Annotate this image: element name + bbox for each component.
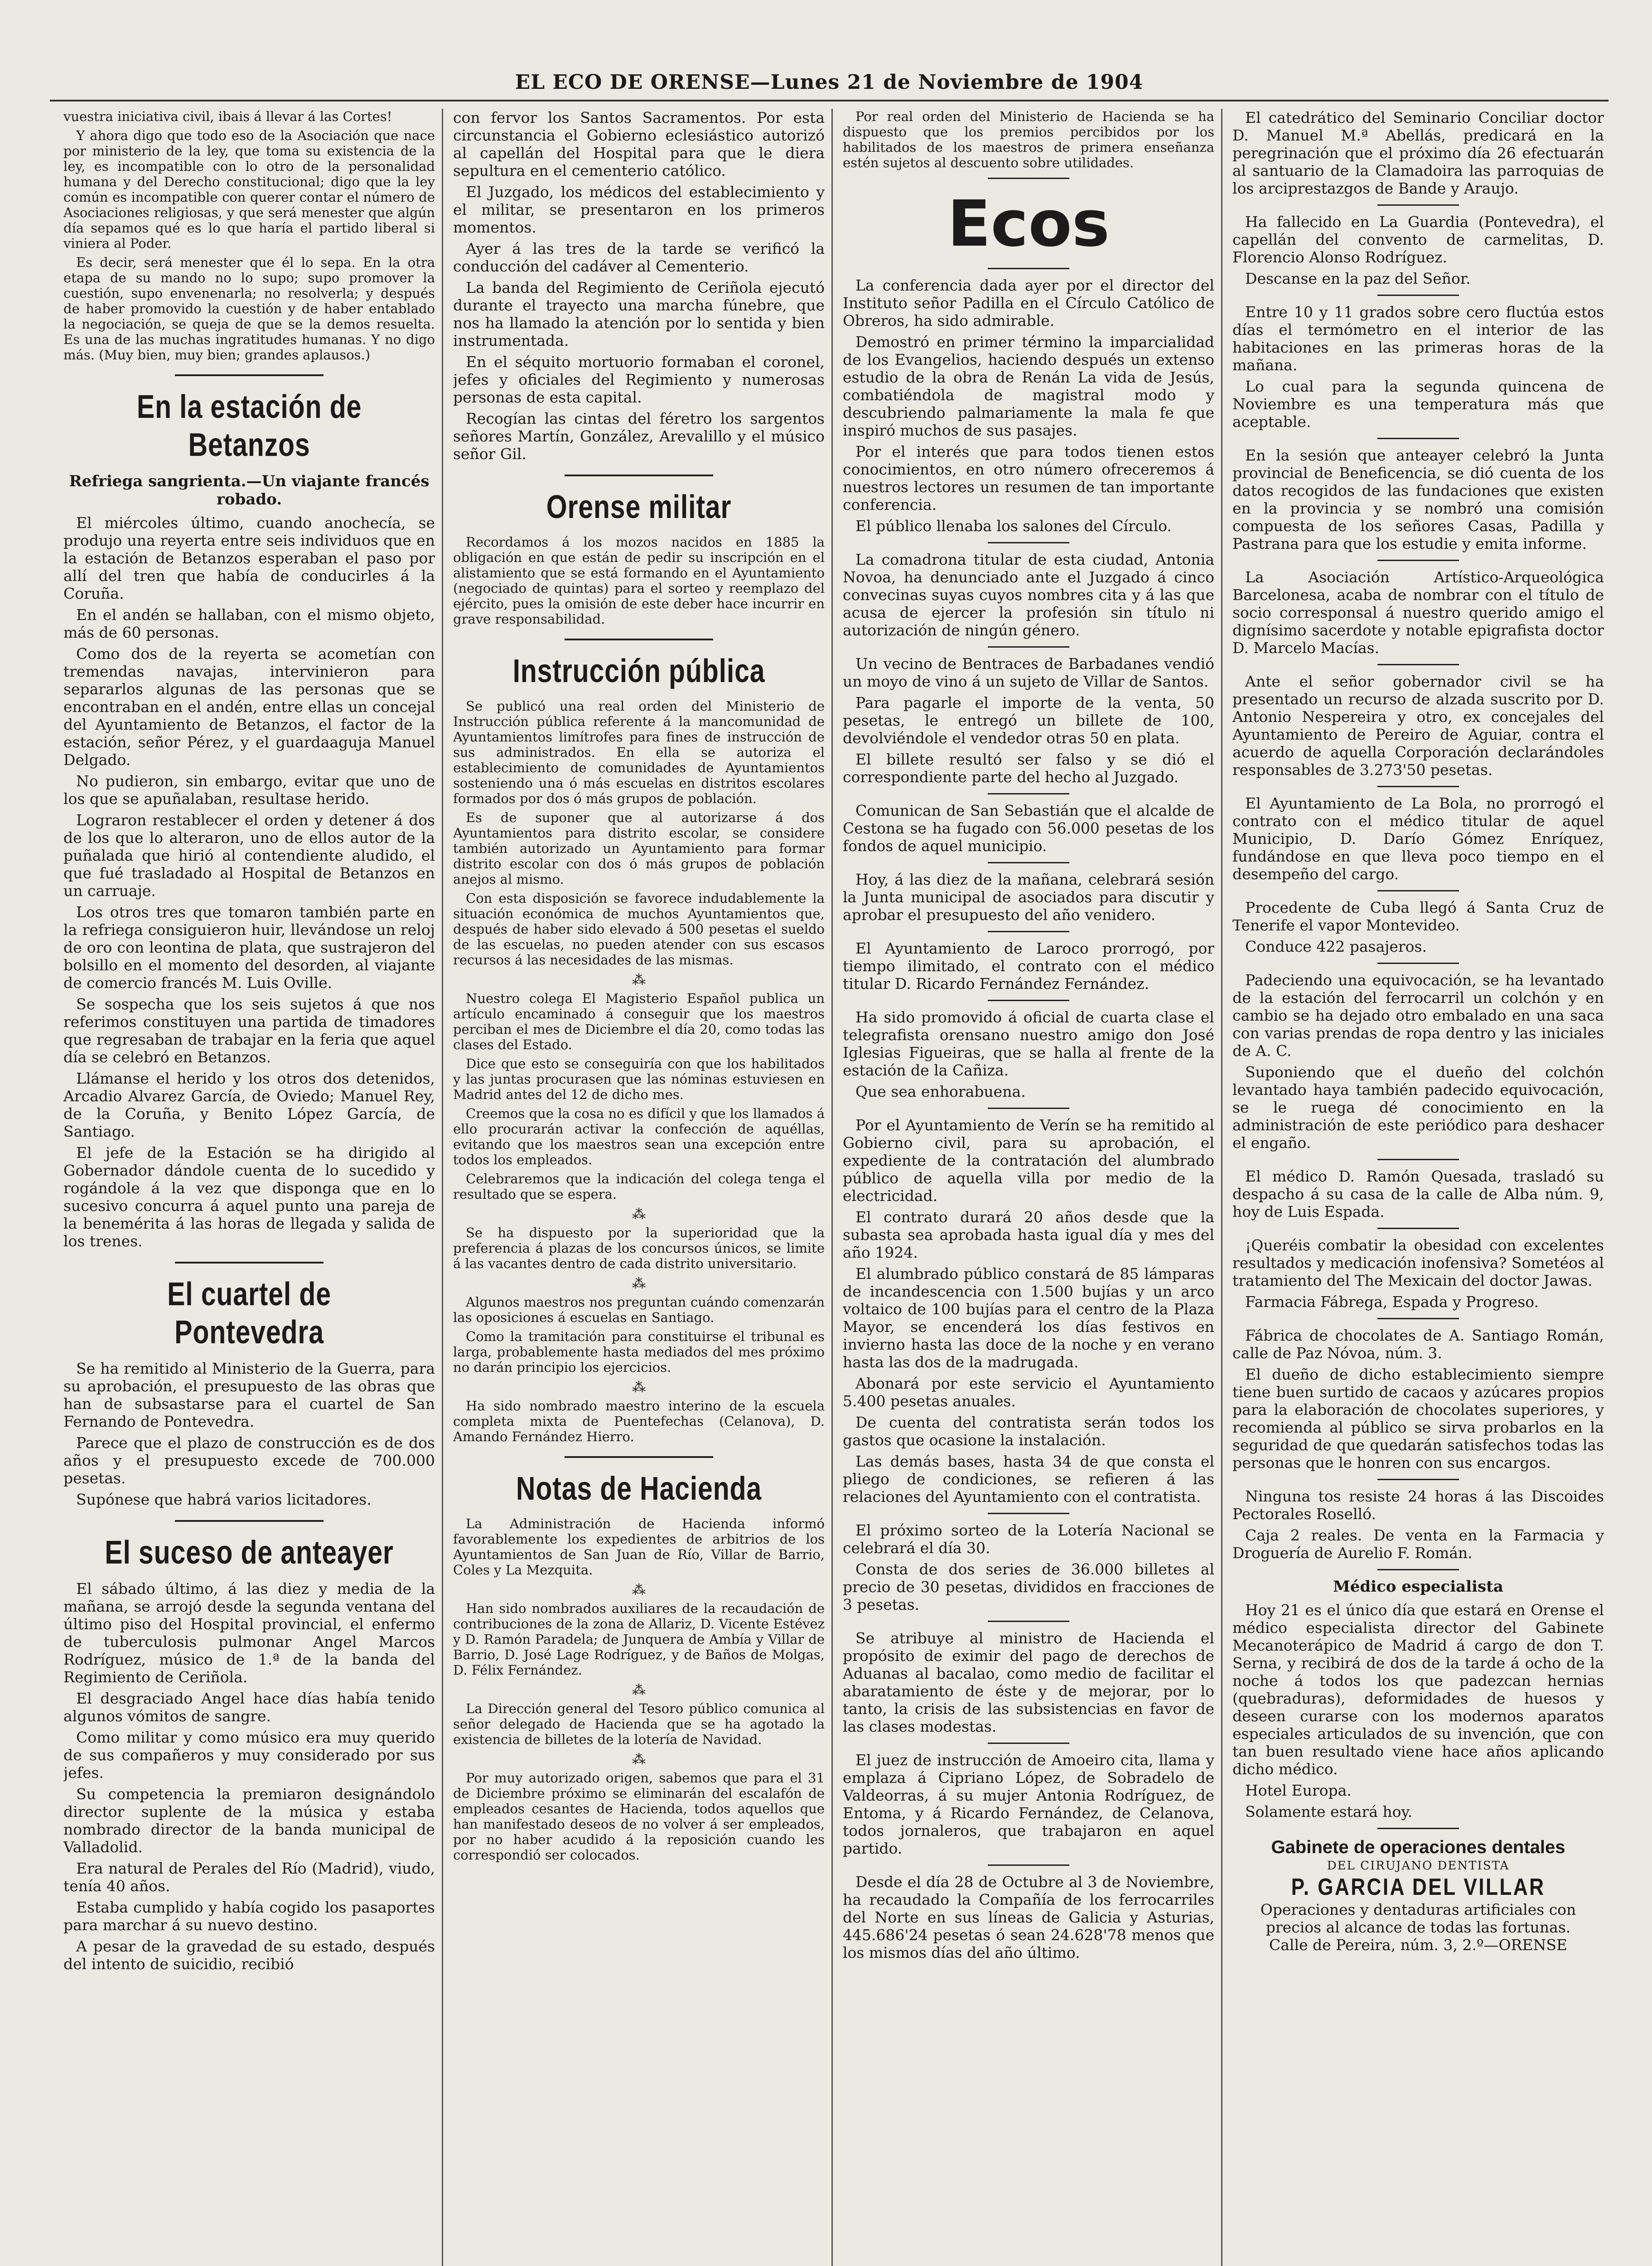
paragraph: La Asociación Artístico-Arqueológica Barcelonesa, acaba de nombrar con el título de socio corresponsal á nuestro querido amigo el dignísimo sacerdote y notable epigrafista doctor D. Marcelo Macías.: [1232, 568, 1604, 657]
paragraph: Hotel Europa.: [1245, 1782, 1352, 1799]
paragraph: El billete resultó ser falso y se dió el correspondiente parte del hecho al Juzgado.: [843, 750, 1214, 786]
paragraph: Fábrica de chocolates de A. Santiago Román, calle de Paz Nóvoa, núm. 3.: [1232, 1327, 1604, 1362]
separator-stars: ⁂: [632, 1380, 646, 1395]
paragraph: Y ahora digo que todo eso de la Asociación que nace por ministerio de la ley, que toma su existencia de la ley, es incompatible con lo otro de la personalidad humana y del Derecho constitucional; digo que la ley común es incompatible con querer contar el número de Asociaciones religiosas, y que será menester que algún día sepamos qué es lo que haría el partido liberal si viniera al Poder.: [63, 128, 435, 251]
ad-text: Operaciones y dentaduras artificiales con precios al alcance de todas las fortunas.: [1260, 1901, 1576, 1936]
paragraph: El Ayuntamiento de Laroco prorrogó, por tiempo ilimitado, el contrato con el médico titular D. Ricardo Fernández Fernández.: [843, 939, 1214, 993]
paragraph: Por el interés que para todos tienen estos conocimientos, en otro número ofreceremos á nuestros lectores un resumen de tan importante conferencia.: [843, 443, 1214, 513]
section-rule: [988, 862, 1069, 863]
paragraph: Como dos de la reyerta se acometían con tremendas navajas, intervinieron para separarlos algunas de las personas que se encontraban en el andén, entre ellas un concejal del Ayuntamiento de Betanzos, el factor de la estación, señor Pérez, y el guardaaguja Manuel Delgado.: [63, 645, 435, 769]
paragraph: El desgraciado Angel hace días había tenido algunos vómitos de sangre.: [63, 1690, 435, 1725]
article-title-betanzos: En la estación de Betanzos: [136, 389, 362, 463]
section-rule: [1377, 1228, 1459, 1229]
page-header: [50, 67, 1609, 102]
paragraph: Descanse en la paz del Señor.: [1245, 270, 1471, 287]
paragraph: Recogían las cintas del féretro los sargentos señores Martín, González, Arevalillo y el músico señor Gil.: [453, 410, 825, 463]
paragraph: Parece que el plazo de construcción es de dos años y el presupuesto excede de 700.000 pesetas.: [63, 1434, 435, 1487]
paragraph: Se ha dispuesto por la superioridad que la preferencia á plazas de los concursos únicos, se limite á las vacantes dentro de cada distrito universitario.: [453, 1225, 825, 1271]
paragraph: El próximo sorteo de la Lotería Nacional se celebrará el día 30.: [843, 1521, 1214, 1557]
separator-stars: ⁂: [632, 1206, 646, 1222]
section-rule: [1377, 438, 1459, 439]
column-divider: [1221, 109, 1222, 2266]
paragraph: La conferencia dada ayer por el director del Instituto señor Padilla en el Círculo Católico de Obreros, ha sido admirable.: [843, 276, 1214, 329]
paragraph: Nuestro colega El Magisterio Español publica un artículo encaminado á conseguir que los maestros perciban el mes de Diciembre el día 20, como todas las clases del Estado.: [453, 991, 825, 1052]
article-title-medico: Médico especialista: [1333, 1578, 1503, 1596]
paragraph: La Administración de Hacienda informó favorablemente los expedientes de arbitrios de los Ayuntamientos de San Juan de Río, Villar de Barrio, Coles y La Mezquita.: [453, 1516, 825, 1578]
paragraph: En el séquito mortuorio formaban el coronel, jefes y oficiales del Regimiento y numerosas personas de esta capital.: [453, 353, 825, 406]
paragraph: A pesar de la gravedad de su estado, después del intento de suicidio, recibió: [63, 1937, 435, 1973]
section-title-ecos: Ecos: [947, 187, 1110, 261]
section-rule: [1377, 890, 1459, 891]
separator-stars: ⁂: [632, 1582, 646, 1598]
ad-heading: Gabinete de operaciones dentales: [1271, 1837, 1565, 1857]
section-rule: [1377, 560, 1459, 561]
section-rule: [1377, 295, 1459, 296]
section-rule: [175, 1520, 324, 1522]
separator-stars: ⁂: [632, 1682, 646, 1698]
paragraph: Ayer á las tres de la tarde se verificó la conducción del cadáver al Cementerio.: [453, 240, 825, 275]
header-title: EL ECO DE ORENSE—Lunes 21 de Noviembre de 1904: [515, 71, 1144, 94]
paragraph: Procedente de Cuba llegó á Santa Cruz de Tenerife el vapor Montevideo.: [1232, 899, 1604, 934]
section-rule: [988, 1864, 1069, 1866]
paragraph: Por el Ayuntamiento de Verín se ha remitido al Gobierno civil, para su aprobación, el expediente de la contratación del alumbrado público de aquella villa por medio de la electricidad.: [843, 1116, 1214, 1205]
paragraph: Ante el señor gobernador civil se ha presentado un recurso de alzada suscrito por D. Antonio Nespereira y otro, ex concejales del Ayuntamiento de Pereiro de Aguiar, contra el acuerdo de aquella Corporación declarándoles responsables de 3.273'50 pesetas.: [1232, 673, 1604, 779]
paragraph: Suponiendo que el dueño del colchón levantado haya también padecido equivocación, se le ruega dé conocimiento en la administración de este periódico para deshacer el engaño.: [1232, 1063, 1604, 1152]
section-rule: [988, 542, 1069, 543]
paragraph: En la sesión que anteayer celebró la Junta provincial de Beneficencia, se dió cuenta de los datos recogidos de las fundaciones que existen en la provincia y se nombró una comisión compuesta de los señores Casas, Padilla y Pastrana para que los estudie y emita informe.: [1232, 446, 1604, 552]
ad-address: Calle de Pereira, núm. 3, 2.º—ORENSE: [1269, 1936, 1568, 1954]
paragraph: Solamente estará hoy.: [1245, 1803, 1413, 1821]
section-rule: [565, 1456, 713, 1458]
paragraph: El Juzgado, los médicos del establecimiento y el militar, se presentaron en los primeros momentos.: [453, 183, 825, 236]
section-rule: [1377, 1479, 1459, 1480]
paragraph: El juez de instrucción de Amoeiro cita, llama y emplaza á Cipriano López, de Sobradelo de Valdeorras, á su mujer Antonia Rodríguez, de Entoma, y á Ricardo Fernández, de Celanova, todos jornaleros, que trabajaron en aquel partido.: [843, 1751, 1214, 1857]
section-rule: [988, 1513, 1069, 1514]
section-rule: [1377, 1318, 1459, 1319]
paragraph: Ha sido promovido á oficial de cuarta clase el telegrafista orensano nuestro amigo don José Iglesias Figueiras, que se halla al frente de la estación de la Cañiza.: [843, 1008, 1214, 1079]
paragraph: Era natural de Perales del Río (Madrid), viudo, tenía 40 años.: [63, 1859, 435, 1895]
paragraph: Se sospecha que los seis sujetos á que nos referimos constituyen una partida de timadores que regresaban de trabajar en la feria que aquel día se celebró en Betanzos.: [63, 995, 435, 1066]
article-title-cuartel: El cuartel de Pontevedra: [167, 1276, 331, 1351]
section-rule: [565, 475, 713, 476]
paragraph: Lograron restablecer el orden y detener á dos de los que lo alteraron, uno de ellos autor de la puñalada que hirió al contendiente aludido, el que fué trasladado al Hospital de Betanzos en un carruaje.: [63, 811, 435, 900]
paragraph: No pudieron, sin embargo, evitar que uno de los que se apuñalaban, resultase herido.: [63, 772, 435, 808]
paragraph: Para pagarle el importe de la venta, 50 pesetas, le entregó un billete de 100, devolviéndole el vendedor otras 50 en plata.: [843, 694, 1214, 747]
section-rule: [988, 1621, 1069, 1622]
separator-stars: ⁂: [632, 1276, 646, 1292]
paragraph: Algunos maestros nos preguntan cuándo comenzarán las oposiciones á escuelas en Santiago.: [453, 1294, 825, 1325]
paragraph: Un vecino de Bentraces de Barbadanes vendió un moyo de vino á un sujeto de Villar de Santos.: [843, 655, 1214, 690]
paragraph: Es de suponer que al autorizarse á dos Ayuntamientos para distrito escolar, se considere también autorizado un Ayuntamiento para formar distrito escolar con dos ó más grupos de población anejos al mismo.: [453, 810, 825, 887]
paragraph: Por real orden del Ministerio de Hacienda se ha dispuesto que los premios percibidos por los habilitados de los maestros de primera enseñanza estén sujetos al descuento sobre utilidades.: [843, 109, 1214, 170]
paragraph: El público llenaba los salones del Círculo.: [855, 517, 1172, 535]
paragraph: Es decir, será menester que él lo sepa. En la otra etapa de su mando no lo supo; supo promover la cuestión, supo envenenarla; no resolverla; y después de haber promovido la cuestión y de haber entablado la negociación, se queja de que se la demos resuelta. Es una de las muchas ingratitudes humanas. Y no digo más. (Muy bien, muy bien; grandes aplausos.): [63, 255, 435, 363]
article-title-hacienda: Notas de Hacienda: [516, 1471, 762, 1507]
paragraph: La comadrona titular de esta ciudad, Antonia Novoa, ha denunciado ante el Juzgado á cinco convecinas suyas cuyos nombres cita y á las que acusa de ejercer la profesión sin título ni autorización de ningún género.: [843, 551, 1214, 639]
paragraph: Se publicó una real orden del Ministerio de Instrucción pública referente á la mancomunidad de Ayuntamientos limítrofes para fines de instrucción de sus administrados. En ella se autoriza el establecimiento de comunidades de Ayuntamientos sosteniendo una ó más escuelas en distritos escolares formados por dos ó más grupos de población.: [453, 698, 825, 806]
paragraph: Como la tramitación para constituirse el tribunal es larga, probablemente hasta mediados del mes próximo no darán principio los ejercicios.: [453, 1329, 825, 1375]
section-rule: [175, 1262, 324, 1264]
paragraph: La banda del Regimiento de Ceriñola ejecutó durante el trayecto una marcha fúnebre, que nos ha llamado la atención por lo sentida y bien instrumentada.: [453, 279, 825, 349]
paragraph: La Dirección general del Tesoro público comunica al señor delegado de Hacienda que se ha agotado la existencia de billetes de la lotería de Navidad.: [453, 1701, 825, 1747]
paragraph: Demostró en primer término la imparcialidad de los Evangelios, haciendo después un extenso estudio de la obra de Renán La vida de Jesús, combatiéndola de magistral modo y descubriendo palmariamente la mala fe que inspiró muchos de sus pasajes.: [843, 333, 1214, 439]
paragraph: vuestra iniciativa civil, ibais á llevar á las Cortes!: [63, 109, 392, 124]
column-divider: [831, 109, 833, 2266]
paragraph: Abonará por este servicio el Ayuntamiento 5.400 pesetas anuales.: [843, 1375, 1214, 1410]
paragraph: Ninguna tos resiste 24 horas á las Discoides Pectorales Roselló.: [1232, 1487, 1604, 1523]
ad-subheading: DEL CIRUJANO DENTISTA: [1327, 1859, 1510, 1873]
paragraph: Estaba cumplido y había cogido los pasaportes para marchar á su nuevo destino.: [63, 1898, 435, 1934]
paragraph: Los otros tres que tomaron también parte en la refriega consiguieron huir, llevándose un reloj de oro con leontina de plata, que sustrajeron del bolsillo en el momento del desorden, al viajante de comercio francés M. Luis Oville.: [63, 903, 435, 992]
paragraph: Caja 2 reales. De venta en la Farmacia y Droguería de Aurelio F. Román.: [1232, 1526, 1604, 1562]
paragraph: Consta de dos series de 36.000 billetes al precio de 30 pesetas, divididos en fracciones de 3 pesetas.: [843, 1560, 1214, 1613]
paragraph: Ha sido nombrado maestro interino de la escuela completa mixta de Puentefechas (Celanova), D. Amando Fernández Hierro.: [453, 1398, 825, 1444]
paragraph: Desde el día 28 de Octubre al 3 de Noviembre, ha recaudado la Compañía de los ferrocarriles del Norte en sus líneas de Galicia y Asturias, 445.686'24 pesetas ó sean 24.628'78 menos que los mismos días del año último.: [843, 1873, 1214, 1961]
ad-name: P. GARCIA DEL VILLAR: [1291, 1874, 1546, 1900]
section-rule: [1377, 204, 1459, 206]
paragraph: Recordamos á los mozos nacidos en 1885 la obligación en que están de pedir su inscripción en el alistamiento que se está formando en el Ayuntamiento (negociado de quintas) para el sorteo y reemplazo del ejército, pues la omisión de este deber hace incurrir en grave responsabilidad.: [453, 534, 825, 627]
article-title-instruccion: Instrucción pública: [512, 653, 765, 689]
section-rule: [1377, 1569, 1459, 1570]
section-rule: [988, 1743, 1069, 1744]
paragraph: Supónese que habrá varios licitadores.: [76, 1491, 372, 1508]
section-rule: [988, 793, 1069, 794]
section-rule: [988, 268, 1069, 269]
section-rule: [1377, 1828, 1459, 1829]
paragraph: El dueño de dicho establecimiento siempre tiene buen surtido de cacaos y azúcares propios para la elaboración de chocolates superiores, y recomienda al público se sirva probarlos en la seguridad de que quedarán satisfechos todas las personas que le honren con sus encargos.: [1232, 1365, 1604, 1472]
paragraph: De cuenta del contratista serán todos los gastos que ocasione la instalación.: [843, 1414, 1214, 1449]
section-rule: [988, 1108, 1069, 1109]
paragraph: En el andén se hallaban, con el mismo objeto, más de 60 personas.: [63, 606, 435, 641]
paragraph: Entre 10 y 11 grados sobre cero fluctúa estos días el termómetro en el interior de las habitaciones en las primeras horas de la mañana.: [1232, 303, 1604, 374]
paragraph: Dice que esto se conseguiría con que los habilitados y las juntas procurasen que las nóminas estuviesen en Madrid antes del 12 de dicho mes.: [453, 1056, 825, 1102]
paragraph: Llámanse el herido y los otros dos detenidos, Arcadio Alvarez García, de Oviedo; Manuel Rey, de la Coruña, y Benito López García, de Santiago.: [63, 1070, 435, 1140]
paragraph: El jefe de la Estación se ha dirigido al Gobernador dándole cuenta de lo sucedido y rogándole á la vez que disponga que en lo sucesivo concurra á aquel punto una pareja de la benemérita á las horas de llegada y salida de los trenes.: [63, 1144, 435, 1250]
section-rule: [988, 1000, 1069, 1001]
paragraph: El sábado último, á las diez y media de la mañana, se arrojó desde la segunda ventana del último piso del Hospital provincial, el enfermo de tuberculosis pulmonar Angel Marcos Rodríguez, músico de 1.ª de la banda del Regimiento de Ceriñola.: [63, 1580, 435, 1686]
paragraph: El médico D. Ramón Quesada, trasladó su despacho á su casa de la calle de Alba núm. 9, hoy de Luis Espada.: [1232, 1167, 1604, 1220]
section-rule: [988, 646, 1069, 648]
paragraph: Farmacia Fábrega, Espada y Progreso.: [1245, 1293, 1539, 1311]
column-1: [63, 109, 435, 2266]
paragraph: Comunican de San Sebastián que el alcalde de Cestona se ha fugado con 56.000 pesetas de los fondos de aquel municipio.: [843, 802, 1214, 855]
paragraph: El miércoles último, cuando anochecía, se produjo una reyerta entre seis individuos que en la estación de Betanzos esperaban el paso por allí del tren que había de conducirles á la Coruña.: [63, 514, 435, 602]
paragraph: Celebraremos que la indicación del colega tenga el resultado que se espera.: [453, 1171, 825, 1202]
paragraph: El alumbrado público constará de 85 lámparas de incandescencia con 1.500 bujías y un arco voltaico de 100 bujías para el centro de la Plaza Mayor, se encenderá los días festivos en invierno hasta las doce de la noche y en verano hasta las dos de la madrugada.: [843, 1265, 1214, 1371]
column-3: [843, 109, 1214, 2266]
paragraph: Hoy, á las diez de la mañana, celebrará sesión la Junta municipal de asociados para discutir y aprobar el presupuesto del año venidero.: [843, 871, 1214, 924]
section-rule: [988, 178, 1069, 179]
dentist-advertisement: [1232, 1836, 1604, 1954]
section-rule: [1377, 1159, 1459, 1160]
paragraph: Creemos que la cosa no es difícil y que los llamados á ello procurarán activar la confección de aquéllas, evitando que los maestros sean una excepción entre todos los empleados.: [453, 1106, 825, 1167]
article-title-militar: Orense militar: [546, 489, 732, 525]
paragraph: Como militar y como músico era muy querido de sus compañeros y muy considerado por sus jefes.: [63, 1729, 435, 1782]
paragraph: El contrato durará 20 años desde que la subasta sea aprobada hasta igual día y mes del año 1924.: [843, 1208, 1214, 1261]
column-divider: [442, 109, 443, 2266]
paragraph: con fervor los Santos Sacramentos. Por esta circunstancia el Gobierno eclesiástico autorizó al capellán del Hospital para que le diera sepultura en el cementerio católico.: [453, 109, 825, 179]
paragraph: ¡Queréis combatir la obesidad con excelentes resultados y medicación inofensiva? Sometéos al tratamiento del The Mexicain del doctor Jawas.: [1232, 1236, 1604, 1289]
section-rule: [565, 639, 713, 640]
paragraph: Con esta disposición se favorece indudablemente la situación económica de muchos Ayuntamientos que, después de haber sido elevado á 500 pesetas el sueldo de las escuelas, no pueden atender con sus escasos recursos á las necesidades de las mismas.: [453, 891, 825, 968]
section-rule: [988, 931, 1069, 932]
section-rule: [175, 374, 324, 376]
separator-stars: ⁂: [632, 1752, 646, 1767]
section-rule: [1377, 664, 1459, 665]
separator-stars: ⁂: [632, 972, 646, 988]
paragraph: Ha fallecido en La Guardia (Pontevedra), el capellán del convento de carmelitas, D. Florencio Alonso Rodríguez.: [1232, 213, 1604, 266]
paragraph: Su competencia la premiaron designándolo director suplente de la música y estaba nombrado director de la banda municipal de Valladolid.: [63, 1785, 435, 1856]
paragraph: Que sea enhorabuena.: [855, 1083, 1026, 1100]
paragraph: Por muy autorizado origen, sabemos que para el 31 de Diciembre próximo se eliminarán del escalafón de empleados cesantes de Hacienda, todos aquellos que han manifestado deseos de no volver á ser empleados, por no haber acudido á la reposición cuando les correspondió ser colocados.: [453, 1770, 825, 1863]
section-rule: [1377, 963, 1459, 964]
paragraph: Se atribuye al ministro de Hacienda el propósito de eximir del pago de derechos de Aduanas al bacalao, como medio de facilitar el abaratamiento de éste y de mejorar, por lo tanto, la crisis de las subsistencias en favor de las clases modestas.: [843, 1629, 1214, 1735]
article-subtitle: Refriega sangrienta.—Un viajante francés robado.: [69, 472, 430, 508]
paragraph: Lo cual para la segunda quincena de Noviembre es una temperatura más que aceptable.: [1232, 378, 1604, 431]
section-rule: [1377, 786, 1459, 787]
article-title-suceso: El suceso de anteayer: [105, 1535, 394, 1571]
column-4: [1232, 109, 1604, 2266]
paragraph: Hoy 21 es el único día que estará en Orense el médico especialista director del Gabinete Mecanoterápico de Madrid á cargo de don T. Serna, y recibirá de dos de la tarde á ocho de la noche á todos los que padezcan hernias (quebraduras), deformidades de huesos y deseen curarse con los modernos aparatos especiales articulados de su invención, que con tan buen resultado viene hace años aplicando dicho médico.: [1232, 1601, 1604, 1778]
column-2: [453, 109, 825, 2266]
paragraph: Han sido nombrados auxiliares de la recaudación de contribuciones de la zona de Allariz, D. Vicente Estévez y D. Ramón Paradela; de Junquera de Ambía y Villar de Barrio, D. José Lage Rodríguez, y de Baños de Molgas, D. Félix Fernández.: [453, 1601, 825, 1678]
paragraph: Se ha remitido al Ministerio de la Guerra, para su aprobación, el presupuesto de las obras que han de subsastarse para el cuartel de San Fernando de Pontevedra.: [63, 1360, 435, 1430]
paragraph: El catedrático del Seminario Conciliar doctor D. Manuel M.ª Abellás, predicará en la peregrinación que el próximo día 26 efectuarán al santuario de la Clamadoira las parroquias de los arciprestazgos de Bande y Araujo.: [1232, 109, 1604, 197]
paragraph: El Ayuntamiento de La Bola, no prorrogó el contrato con el médico titular de aquel Municipio, D. Darío Gómez Enríquez, fundándose en que lleva poco tiempo en el desempeño del cargo.: [1232, 794, 1604, 883]
paragraph: Las demás bases, hasta 34 de que consta el pliego de condiciones, se refieren á las relaciones del Ayuntamiento con el contratista.: [843, 1453, 1214, 1506]
paragraph: Padeciendo una equivocación, se ha levantado de la estación del ferrocarril un colchón y en cambio se ha dejado otro embalado en una saca con varias prendas de ropa dentro y las iniciales de A. C.: [1232, 971, 1604, 1060]
paragraph: Conduce 422 pasajeros.: [1245, 938, 1427, 955]
